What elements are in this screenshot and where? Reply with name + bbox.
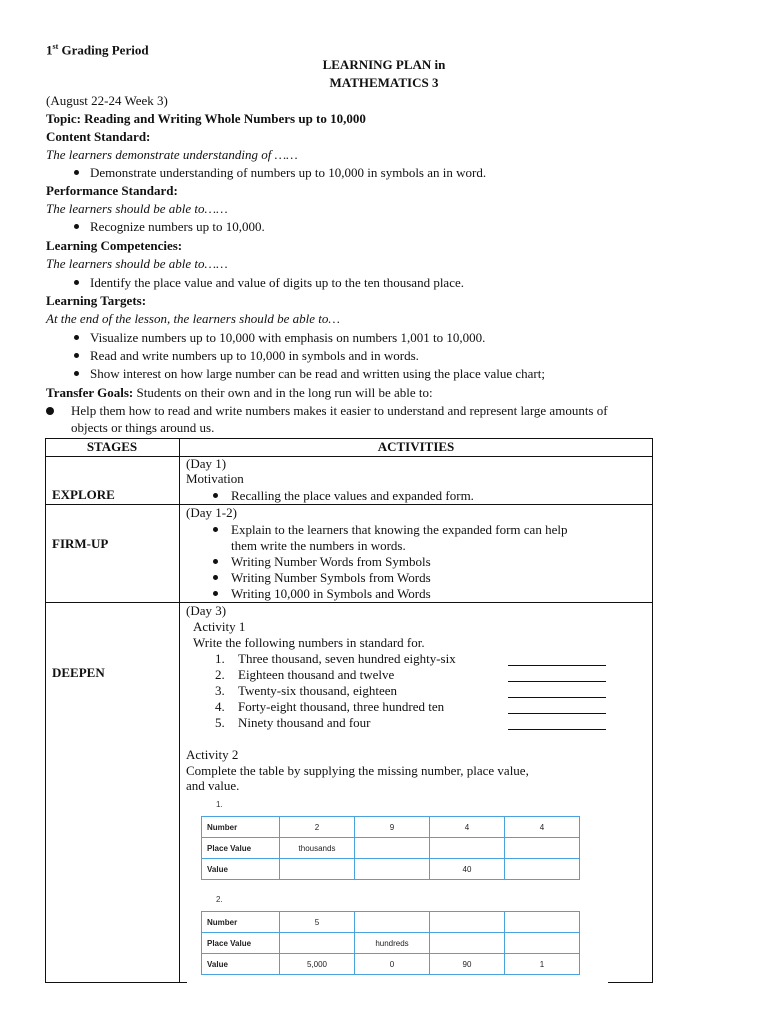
table-cell[interactable] [355,912,430,933]
place-value-table-2 [201,911,580,975]
item-number: 1. [215,651,225,666]
row-header: Number [202,912,280,933]
item-number: 2. [215,667,225,682]
table-row [202,912,580,933]
activity2-instructions-line2: and value. [186,778,240,793]
item-text: Forty-eight thousand, three hundred ten [238,699,445,714]
answer-blank[interactable] [508,729,606,730]
firmup-bullet: Writing Number Symbols from Words [231,570,431,585]
explore-bullet: Recalling the place values and expanded form. [231,488,474,503]
row-header: Place Value [202,838,280,859]
plan-title-line1: LEARNING PLAN in [322,57,446,72]
bullet-icon [74,371,79,376]
date-range: (August 22-24 Week 3) [46,93,168,108]
explore-label: Motivation [186,471,244,486]
table-cell[interactable]: 90 [430,954,505,975]
table-cell[interactable] [430,912,505,933]
item-text: Eighteen thousand and twelve [238,667,395,682]
item-text: Twenty-six thousand, eighteen [238,683,398,698]
explore-day: (Day 1) [186,456,227,471]
firmup-bullet1-line2: them write the numbers in words. [231,538,406,553]
answer-blank[interactable] [508,665,606,666]
plan-title-line2: MATHEMATICS 3 [329,75,439,90]
col-header-stages: STAGES [86,439,138,454]
activity1-instructions: Write the following numbers in standard for. [193,635,425,650]
table-cell[interactable] [505,838,580,859]
bullet-icon [213,559,218,564]
answer-blank[interactable] [508,681,606,682]
competencies-intro: The learners should be able to…… [46,256,228,271]
table-cell[interactable] [430,838,505,859]
bullet-icon [74,224,79,229]
table-cell[interactable]: 5,000 [280,954,355,975]
table-cell[interactable]: 4 [430,817,505,838]
performance-standard-intro: The learners should be able to…… [46,201,228,216]
competencies-heading: Learning Competencies: [46,238,183,253]
item-text: Three thousand, seven hundred eighty-six [238,651,456,666]
table-cell[interactable]: 2 [280,817,355,838]
bullet-icon [213,575,218,580]
table-cell[interactable]: 4 [505,817,580,838]
table-cell[interactable] [505,859,580,880]
table2-label: 2. [216,895,223,904]
stage-deepen: DEEPEN [52,665,105,680]
row-header: Number [202,817,280,838]
activity1-title: Activity 1 [193,619,246,634]
table-cell[interactable] [355,838,430,859]
target-item: Read and write numbers up to 10,000 in symbols and in words. [90,348,419,363]
firmup-bullet1-line1: Explain to the learners that knowing the expanded form can help [231,522,568,537]
table-row [202,933,580,954]
table-cell[interactable]: 1 [505,954,580,975]
firmup-day: (Day 1-2) [186,505,237,520]
item-number: 4. [215,699,225,714]
activity2-instructions-line1: Complete the table by supplying the missing number, place value, [186,763,529,778]
col-header-activities: ACTIVITIES [377,439,455,454]
target-item: Visualize numbers up to 10,000 with emphasis on numbers 1,001 to 10,000. [90,330,486,345]
item-number: 5. [215,715,225,730]
table-cell[interactable] [505,933,580,954]
item-text: Ninety thousand and four [238,715,371,730]
topic: Topic: Reading and Writing Whole Numbers up to 10,000 [46,111,366,126]
bullet-icon [213,493,218,498]
performance-standard-heading: Performance Standard: [46,183,178,198]
targets-intro: At the end of the lesson, the learners should be able to… [46,311,340,326]
answer-blank[interactable] [508,713,606,714]
row-header: Value [202,859,280,880]
row-header: Place Value [202,933,280,954]
bullet-icon [74,170,79,175]
performance-standard-bullet: Recognize numbers up to 10,000. [90,219,265,234]
bullet-icon [213,527,218,532]
table-cell[interactable]: 5 [280,912,355,933]
table-row [202,838,580,859]
bullet-icon [74,335,79,340]
stage-explore: EXPLORE [52,487,115,502]
bullet-icon [46,407,54,415]
transfer-bullet-line2: objects or things around us. [71,420,215,435]
row-header: Value [202,954,280,975]
table-cell[interactable]: 0 [355,954,430,975]
table-cell[interactable] [280,859,355,880]
targets-heading: Learning Targets: [46,293,147,308]
table-row [202,817,580,838]
table-row [202,859,580,880]
table-cell[interactable] [430,933,505,954]
answer-blank[interactable] [508,697,606,698]
table-cell[interactable] [355,859,430,880]
table-cell[interactable]: 40 [430,859,505,880]
table-cell[interactable]: 9 [355,817,430,838]
bullet-icon [74,353,79,358]
deepen-day: (Day 3) [186,603,227,618]
firmup-bullet: Writing 10,000 in Symbols and Words [231,586,431,601]
content-standard-bullet: Demonstrate understanding of numbers up to 10,000 in symbols an in word. [90,165,487,180]
table-cell[interactable]: thousands [280,838,355,859]
stage-firmup: FIRM-UP [52,536,109,551]
table-cell[interactable] [280,933,355,954]
table1-label: 1. [216,800,223,809]
grading-period: 1st Grading Period [46,42,149,58]
bullet-icon [74,280,79,285]
bullet-icon [213,591,218,596]
place-value-table-1 [201,816,580,880]
activity2-title: Activity 2 [186,747,239,762]
firmup-bullet: Writing Number Words from Symbols [231,554,431,569]
target-item: Show interest on how large number can be read and written using the place value chart; [90,366,545,381]
transfer-bullet-line1: Help them how to read and write numbers makes it easier to understand and represent large amounts of [71,403,608,418]
item-number: 3. [215,683,225,698]
competencies-bullet: Identify the place value and value of digits up to the ten thousand place. [90,275,464,290]
content-standard-heading: Content Standard: [46,129,151,144]
table-cell[interactable]: hundreds [355,933,430,954]
transfer-goals: Transfer Goals: Students on their own and in the long run will be able to: [46,385,433,400]
content-standard-intro: The learners demonstrate understanding of …… [46,147,298,162]
table-cell[interactable] [505,912,580,933]
table-row [202,954,580,975]
